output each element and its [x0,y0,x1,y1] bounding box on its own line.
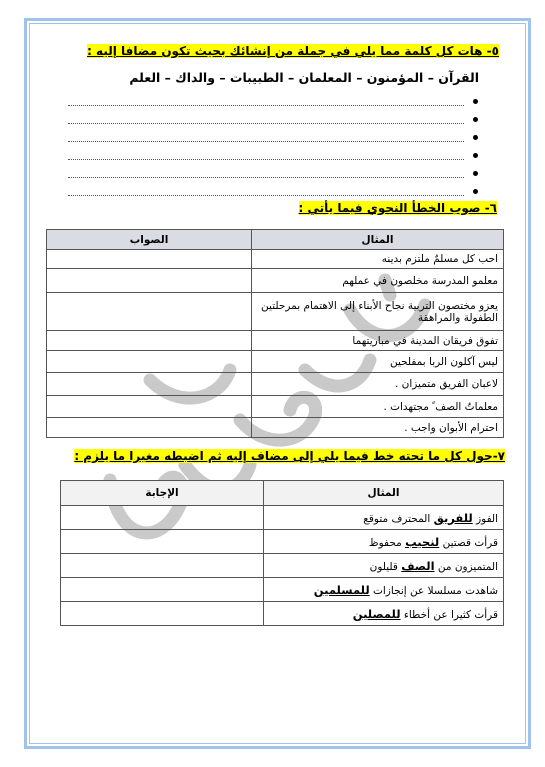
underlined-word: للفريق [433,510,473,525]
question-5-title: ٥- هات كل كلمة مما يلي في جملة من إنشائك بحيث تكون مضافا إليه : [87,44,499,58]
example-cell [264,506,504,530]
example-cell: احب كل مسلمٌ ملتزم بدينه [252,250,504,269]
example-cell [264,530,504,554]
dotted-fill [68,141,464,142]
example-text-before: قرأت كثيرا عن أخطاء [400,608,498,621]
example-cell [264,602,504,626]
example-text-after: المحترف متوقع [363,512,434,525]
bullet-icon [473,153,478,158]
dotted-fill [68,105,464,106]
example-cell: يعزو مختصون التربية نجاح الأبناء إلى الاهتمام بمرحلتين الطفولة والمراهقة [252,293,504,331]
example-text-before: شاهدت مسلسلا عن إنجازات [369,584,498,597]
answer-line[interactable] [64,168,480,186]
underlined-word: لنجيب [405,534,440,549]
answer-cell[interactable] [61,530,264,554]
example-text-before: المتميزون من [434,560,498,573]
answer-cell[interactable] [61,554,264,578]
answer-cell[interactable] [47,418,252,438]
transformation-table [60,480,504,626]
table-row [47,250,504,269]
answer-cell[interactable] [47,269,252,293]
example-text-before: الفوز [472,512,498,525]
bullet-icon [473,117,478,122]
question-5-words: القرآن – المؤمنون – المعلمان – الطبيبات – والداك – العلم [129,70,479,85]
table-row [61,506,504,530]
table-row [47,293,504,331]
table-row [61,554,504,578]
table-row [47,373,504,396]
table-row [47,331,504,351]
bullet-icon [473,135,478,140]
table-row [61,602,504,626]
table-row [47,418,504,438]
underlined-word: للمصلين [352,606,401,621]
answer-cell[interactable] [47,396,252,418]
answer-line[interactable] [64,114,480,132]
column-header-answer: الصواب [47,230,252,250]
bullet-icon [473,171,478,176]
bullet-icon [473,99,478,104]
answer-cell[interactable] [47,293,252,331]
example-cell: ليس آكلون الربا بمفلحين [252,351,504,373]
answer-lines [64,96,480,204]
table-row [47,351,504,373]
answer-cell[interactable] [47,351,252,373]
table-row [61,530,504,554]
dotted-fill [68,195,464,196]
answer-cell[interactable] [47,373,252,396]
bullet-icon [473,189,478,194]
answer-cell[interactable] [47,250,252,269]
answer-cell[interactable] [47,331,252,351]
answer-cell[interactable] [61,578,264,602]
dotted-fill [68,159,464,160]
answer-cell[interactable] [61,602,264,626]
answer-line[interactable] [64,132,480,150]
example-cell [264,578,504,602]
answer-line[interactable] [64,96,480,114]
underlined-word: للمسلمين [313,582,370,597]
question-6-title: ٦- صوب الخطأ النحوي فيما يأتي : [298,201,497,215]
table-row [47,396,504,418]
example-text-before: قرأت قصتين [439,536,498,549]
dotted-fill [68,123,464,124]
example-cell: تفوق فريقان المدينة في مباريتهما [252,331,504,351]
correction-table [46,229,504,438]
column-header-example: المثال [252,230,504,250]
answer-line[interactable] [64,150,480,168]
example-cell: لاعبان الفريق متميزان . [252,373,504,396]
example-cell: معلماتُ الصف ً مجتهدات . [252,396,504,418]
example-text-after: محفوظ [368,536,406,549]
example-cell: معلمو المدرسة مخلصون في عملهم [252,269,504,293]
example-text-after: قليلون [369,560,402,573]
example-cell [264,554,504,578]
example-cell: احترام الأبوان واجب . [252,418,504,438]
question-7-title: ٧-حول كل ما تحته خط فيما يلي إلى مضاف إليه ثم اضبطه مغيرا ما يلزم : [74,449,505,463]
underlined-word: الصف [401,558,435,573]
answer-cell[interactable] [61,506,264,530]
column-header-example: المثال [264,481,504,506]
table-row [47,269,504,293]
dotted-fill [68,177,464,178]
column-header-answer: الإجابة [61,481,264,506]
table-row [61,578,504,602]
